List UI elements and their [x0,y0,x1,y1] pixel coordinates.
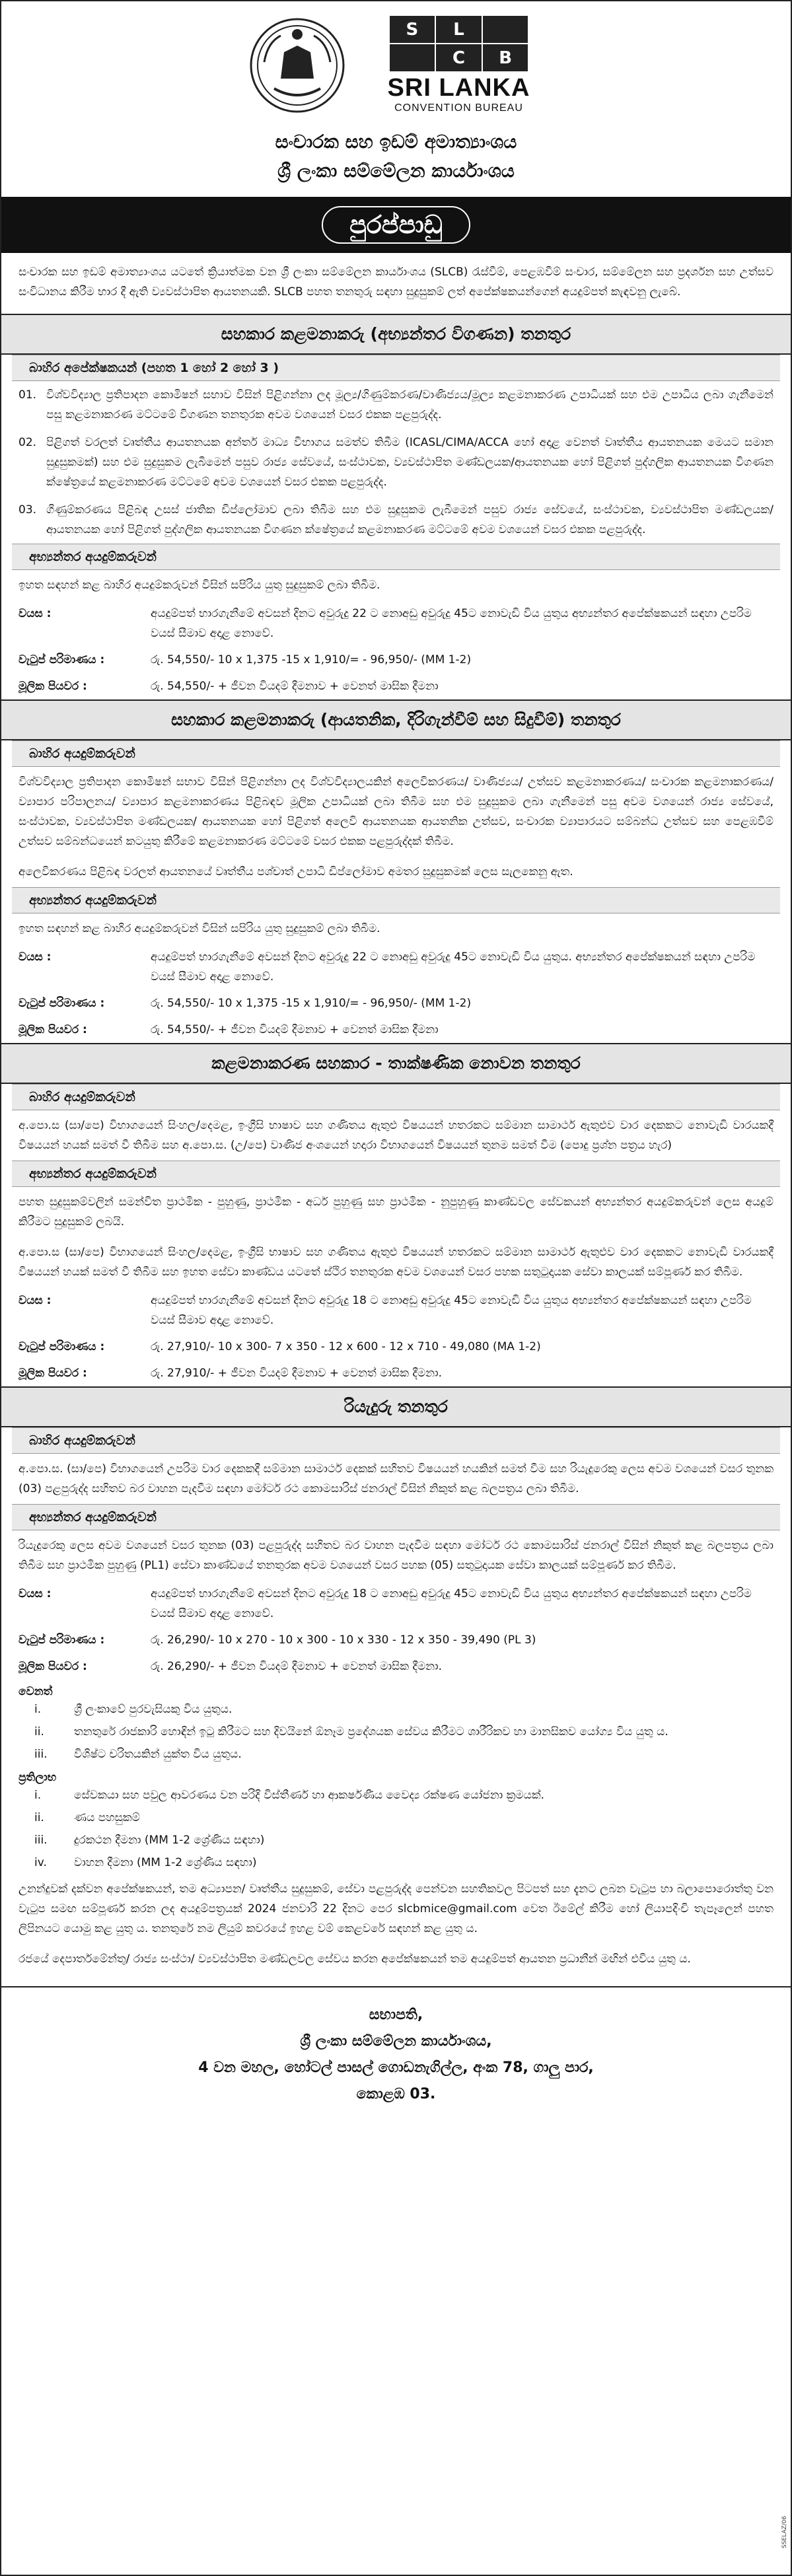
age-row [1,944,791,990]
salary-label: වැටුප් පරිමාණය : [18,1340,105,1353]
slcb-logo [373,16,545,114]
footer-line: කොළඹ 03. [356,2086,436,2102]
item-number: ii. [34,1811,44,1824]
salary-row [1,647,791,673]
intro-text: සංචාරක සහ ඉඩම් අමාත්‍යාංශය යටතේ ක්‍රියාත්මක වන ශ්‍රී ලංකා සම්මේලන කාර්යාංශය (SLCB) රැස්වීම්, පෙළඹවීම් සංචාර, සම්මේලන සහ ප්‍රදර්ශන සහ උත්සව සංවිධානය කිරීම භාර දී ඇති ව්‍යවස්ථාපිත ආයතනයකි. SLCB පහත තනතුරු සඳහා සුදුසුකම් ලත් අපේක්ෂකයන්ගෙන් අයදුම්පත් කැඳවනු ලැබේ. [18,266,774,299]
external-text: අ.පො.ස (සා/පෙ) විභාගයෙන් සිංහල/දෙමළ, ඉංග්‍රීසි භාෂාව සහ ගණිතය ඇතුළු විෂයයන් හතරකට සම්මාන සාමාර්ථ ඇතුළුව වාර දෙකකට නොවැඩි වාරයකදී විෂයයන් හයක් සමත් වී තිබීම සහ අ.පො.ස. (උ/පෙ) වාණිජ අංශයෙන් හදාරා විභාගයෙන් විෂයයන් තුනම සමත් වීම (පොදු ප්‍රශ්න පත්‍රය හැර) [18,1119,774,1152]
header [1,1,791,182]
item-text: පිළිගත් වරලත් වෘත්තීය ආයතනයක අන්තර් මාධ්‍ය විභාගය සමත්ව තිබීම (ICASL/CIMA/ACCA හෝ අදාළ වෙනත් වෘත්තීය ආයතනයක මෙයට සමාන සුදුසුකමක්) සහ එම සුදුසුකම ලැබීමෙන් පසුව රාජ්‍ය සේවයේ, සංස්ථාවක, ව්‍යවස්ථාපිත මණ්ඩලයක/ආයතනයක හෝ පිළිගත් පුද්ගලික ආයතනයක විගණන ක්ෂේත්‍රයේ කළමනාකරණ මට්ටමේ අවම වශයෙන් වසර එකක පළපුරුද්ද. [46,436,774,489]
basic-value: රු. 54,550/- + ජීවන වියදම් දීමනාව + වෙනත් මාසික දීමනා [151,680,439,693]
item-text: තනතුරේ රාජකාරි හොඳින් ඉටු කිරීමට සහ දිවයිනේ ඕනෑම ප්‍රදේශයක සේවය කිරීමට ශාරීරිකව හා මානසිකව යෝග්‍ය විය යුතු ය. [74,1725,668,1738]
age-value: අයදුම්පත් භාරගැනීමේ අවසන් දිනට අවුරුදු 18 ට නොඅඩු අවුරුදු 45ට නොවැඩි විය යුතුය අභ්‍යන්තර අපේක්ෂකයන් සඳහා උපරිම වයස් සීමාව අදාළ නොවේ. [151,1587,752,1620]
internal-heading: අභ්‍යන්තර අයදුම්කරුවන් [12,887,780,913]
basic-label: මූලික පියවර : [18,680,87,693]
internal-text: ඉහත සඳහන් කළ බාහිර අයදුම්කරුවන් විසින් සපිරිය යුතු සුදුසුකම් ලබා තිබීම. [18,922,380,935]
list-item [1,1807,791,1829]
list-item [1,1784,791,1807]
slcb-blank [390,44,435,71]
item-number: 01. [18,388,37,402]
bureau-name: ශ්‍රී ලංකා සම්මේලන කාර්යාංශය [277,160,515,182]
slcb-blank [483,16,528,43]
external-heading: බාහිර අයදුම්කරුවන් [12,1084,780,1110]
salary-value: රු. 26,290/- 10 x 270 - 10 x 300 - 10 x 330 - 12 x 350 - 39,490 (PL 3) [151,1633,536,1647]
item-number: 03. [18,503,37,517]
basic-row [1,1017,791,1043]
age-row [1,600,791,647]
age-value: අයදුම්පත් භාරගැනීමේ අවසන් දිනට අවුරුදු 18 ට නොඅඩු අවුරුදු 45ට නොවැඩි විය යුතුය අභ්‍යන්තර අපේක්ෂකයන් සඳහා උපරිම වයස් සීමාව අදාළ නොවේ. [151,1294,752,1327]
salary-value: රු. 54,550/- 10 x 1,375 -15 x 1,910/= - 96,950/- (MM 1-2) [151,653,472,666]
internal-heading: අභ්‍යන්තර අයදුම්කරුවන් [12,1161,780,1187]
government-applicants-note: රජයේ දෙපාර්තමේන්තු/ රාජ්‍ය සංස්ථා/ ව්‍යවස්ථාපිත මණ්ඩලවල සේවය කරන අපේක්ෂකයන් තම අයදුම්පත් ආයතන ප්‍රධානීන් මඟින් එවිය යුතු ය. [18,1952,691,1966]
item-text: විශ්වවිද්‍යාල ප්‍රතිපාදන කොමිෂන් සභාව විසින් පිළිගන්නා ලද මූල්‍ය/ගිණුම්කරණ/වාණිජ්‍යය/මූල්‍ය කළමනාකරණ උපාධියක් සහ එම උපාධිය ලබා ගැනීමෙන් පසු කළමනාකරණ මට්ටමේ විගණන තනතුරක අවම වශයෙන් වසර එකක පළපුරුද්ද. [46,388,774,421]
footer-line: 4 වන මහල, හෝටල් පාසල් ගොඩනැගිල්ල, අංක 78, ගාලු පාර, [198,2059,594,2076]
general-heading: වෙනත් [18,1685,53,1698]
section-title-assistant-manager-mice: සහකාර කළමනාකරු (ආයතනික, දිරිගැන්වීම් සහ සිදුවීම්) තනතුර [1,699,791,740]
list-item [1,381,791,429]
slcb-letter-c: C [436,44,482,71]
application-instructions: උනන්දුවක් දක්වන අපේක්ෂකයන්, තම අධ්‍යාපන/ වෘත්තීය සුදුසුකම්, සේවා පළපුරුද්ද පෙන්වන සහතිකවල පිටපත් සහ දැනට ලබන වැටුප හා බලාපොරොත්තු වන වැටුප සමඟ සම්පූර්ණ කරන ලද අයදුම්පත්‍රයක් 2024 ජනවාරි 22 දිනට පෙර slcbmice@gmail.com වෙත ඊමේල් කිරීම හෝ ලියාපදිංචි තැපෑලෙන් පහත ලිපිනයට යොමු කළ යුතු ය. තනතුරේ නම ලියුම් කවරයේ ඉහළ වම් කෙළවරේ සඳහන් කළ යුතු ය. [18,1882,774,1935]
salary-value: රු. 27,910/- 10 x 300- 7 x 350 - 12 x 600 - 12 x 710 - 49,080 (MA 1-2) [151,1340,541,1353]
salary-row [1,1627,791,1653]
salary-label: වැටුප් පරිමාණය : [18,997,105,1010]
sri-lanka-emblem-icon [248,16,347,115]
benefits-heading: ප්‍රතිලාභ [18,1771,57,1784]
internal-text-additional: අ.පො.ස (සා/පෙ) විභාගයෙන් සිංහල/දෙමළ, ඉංග්‍රීසි භාෂාව සහ ගණිතය ඇතුළු විෂයයන් හතරකට සම්මාන සාමාර්ථ ඇතුළුව වාර දෙකකට නොවැඩි වාරයකදී විෂයයන් හයක් සමත් වී තිබීම සහ ඉහත සේවා කාණ්ඩය යටතේ ස්ථිර තනතුරක අවම වශයෙන් වසර පහක සතුටුදායක සේවා කාලයක් සම්පූර්ණ කර තිබීම. [18,1246,774,1279]
salary-value: රු. 54,550/- 10 x 1,375 -15 x 1,910/= - 96,950/- (MM 1-2) [151,997,472,1010]
basic-label: මූලික පියවර : [18,1660,87,1673]
internal-heading: අභ්‍යන්තර අයදුම්කරුවන් [12,1504,780,1530]
list-item [1,496,791,544]
item-number: iii. [34,1748,48,1761]
side-code: SSELAZ/06 [781,2515,788,2548]
item-number: i. [34,1703,42,1716]
basic-value: රු. 27,910/- + ජීවන වියදම් දීමනාව + වෙනත් මාසික දීමනා. [151,1367,443,1380]
external-text-additional: අලෙවිකරණය පිළිබඳ වරලත් ආයතනයේ වෘත්තීය පශ්චාත් උපාධි ඩිප්ලෝමාව අමතර සුදුසුකමක් ලෙස සැලකෙනු ඇත. [18,865,573,878]
item-number: iii. [34,1834,48,1847]
section-title-driver: රියැදුරු තනතුර [1,1386,791,1427]
basic-label: මූලික පියවර : [18,1367,87,1380]
list-item [1,1829,791,1851]
footer-line: සභාපති, [369,2007,423,2023]
slcb-letter-l: L [436,16,482,43]
slcb-letter-s: S [390,16,435,43]
brand-name: SRI LANKA [387,74,530,102]
internal-text: පහත සුදුසුකම්වලින් සමන්විත ප්‍රාථමික - පුහුණු, ප්‍රාථමික - අර්ධ පුහුණු සහ ප්‍රාථමික - නුපුහුණු කාණ්ඩවල සේවකයන් අභ්‍යන්තර අයදුම්කරුවන් ලෙස අයදුම් කිරීමට සුදුසුකම් ලබයි. [18,1196,774,1229]
brand-sub: CONVENTION BUREAU [394,102,523,114]
salary-label: වැටුප් පරිමාණය : [18,653,105,666]
external-heading: බාහිර අයදුම්කරුවන් [12,740,780,767]
external-text: අ.පො.ස. (සා/පෙ) විභාගයෙන් උපරිම වාර දෙකකදී සම්මාන සාමාර්ථ දෙකක් සහිතව විෂයයන් හයකින් සමත් වීම සහ රියැදුරෙකු ලෙස අවම වශයෙන් වසර තුනක (03) පළපුරුද්ද සහිතව බර වාහන පැදවීම සඳහා මෝටර් රථ කොමසාරිස් ජනරාල් විසින් නිකුත් කළ බලපත්‍රය ලබා තිබීම. [18,1462,774,1495]
item-text: දුරකථන දීමනා (MM 1-2 ශ්‍රේණිය සඳහා) [74,1834,265,1847]
age-row [1,1287,791,1334]
vacancies-banner [1,197,791,253]
item-number: i. [34,1789,42,1802]
basic-label: මූලික පියවර : [18,1023,87,1036]
footer-line: ශ්‍රී ලංකා සම්මේලන කාර්යාංශය, [300,2033,492,2050]
age-label: වයස : [18,607,52,620]
basic-value: රු. 54,550/- + ජීවන වියදම් දීමනාව + වෙනත් මාසික දීමනා [151,1023,439,1036]
basic-value: රු. 26,290/- + ජීවන වියදම් දීමනාව + වෙනත් මාසික දීමනා. [151,1660,443,1673]
footer-address [1,1986,791,2122]
vacancies-title: පුරප්පාඩු [322,206,470,244]
list-item [1,1721,791,1743]
age-label: වයස : [18,1294,52,1307]
age-label: වයස : [18,1587,52,1600]
salary-row [1,1334,791,1360]
internal-text: ඉහත සඳහන් කළ බාහිර අයදුම්කරුවන් විසින් සපිරිය යුතු සුදුසුකම් ලබා තිබීම. [18,579,380,592]
list-item [1,1698,791,1721]
basic-row [1,1653,791,1680]
logos [1,16,791,115]
item-text: සේවකයා සහ පවුල ආවරණය වන පරිදි විස්තීර්ණ හා ආකර්ෂණීය වෛද්‍ය රක්ෂණ යෝජනා ක්‍රමයක්. [74,1789,545,1802]
age-value: අයදුම්පත් භාරගැනීමේ අවසන් දිනට අවුරුදු 22 ට නොඅඩු අවුරුදු 45ට නොවැඩි විය යුතුය අභ්‍යන්තර අපේක්ෂකයන් සඳහා උපරිම වයස් සීමාව අදාළ නොවේ. [151,607,752,640]
external-heading: බාහිර අපේක්ෂකයන් (පහත 1 හෝ 2 හෝ 3 ) [12,355,780,381]
item-text: ගිණුම්කරණය පිළිබඳ උසස් ජාතික ඩිප්ලෝමාව ලබා තිබීම සහ එම සුදුසුකම ලැබීමෙන් පසුව රාජ්‍ය සේවයේ, සංස්ථාවක, ව්‍යවස්ථාපිත මණ්ඩලයක/ආයතනයක හෝ පිළිගත් පුද්ගලික ආයතනයක විගණන ක්ෂේත්‍රයේ කළමනාකරණ මට්ටමේ අවම වශයෙන් වසර එකක පළපුරුද්ද. [46,503,774,536]
basic-row [1,1360,791,1386]
list-item [1,429,791,496]
basic-row [1,673,791,699]
salary-row [1,990,791,1017]
item-number: iv. [34,1856,47,1869]
slcb-mark [390,16,528,71]
ministry-name: සංචාරක සහ ඉඩම් අමාත්‍යාංශය [275,131,517,153]
internal-heading: අභ්‍යන්තර අයදුම්කරුවන් [12,544,780,570]
external-text: විශ්වවිද්‍යාල ප්‍රතිපාදන කොමිෂන් සභාව විසින් පිළිගන්නා ලද විශ්වවිද්‍යාලයකින් අලෙවිකරණය/ වාණිජ්‍යය/ උත්සව කළමනාකරණය/ සංචාරක කළමනාකරණය/ ව්‍යාපාර පරිපාලනය/ ව්‍යාපාර කළමනාකරණය පිළිබඳව මූලික උපාධියක් ලබා තිබීම සහ එම සුදුසුකම ලබා ගැනීමෙන් පසු අවම වශයෙන් රාජ්‍ය සේවයේ, සංස්ථාවක, ව්‍යවස්ථාපිත මණ්ඩලයක/ ආයතනයක හෝ පිළිගත් අලෙවි ආයතනයක ආයතනික උත්සව, සංචාරක ව්‍යාපාරයට සම්බන්ධ උත්සව සහ පෙළඹවීම් උත්සව සම්බන්ධයෙන් කටයුතු කිරීමේ කළමනාකරණ මට්ටමේ වසර එකක පළපුරුද්දක් තිබීම. [18,775,774,848]
item-number: 02. [18,436,37,449]
list-item [1,1743,791,1766]
list-item [1,1851,791,1874]
age-label: වයස : [18,950,52,964]
item-text: විශිෂ්ට චරිතයකින් යුක්ත විය යුතුය. [74,1748,242,1761]
salary-label: වැටුප් පරිමාණය : [18,1633,105,1647]
item-number: ii. [34,1725,44,1738]
item-text: ණය පහසුකම් [74,1811,140,1824]
section-title-management-assistant: කළමනාකරණ සහකාර - තාක්ෂණික නොවන තනතුර [1,1043,791,1084]
section-title-assistant-manager-audit: සහකාර කළමනාකරු (අභ්‍යන්තර විගණන) තනතුර [1,314,791,355]
slcb-letter-b: B [483,44,528,71]
external-heading: බාහිර අයදුම්කරුවන් [12,1427,780,1454]
item-text: වාහන දීමනා (MM 1-2 ශ්‍රේණිය සඳහා) [74,1856,257,1869]
internal-text: රියැදුරෙකු ලෙස අවම වශයෙන් වසර තුනක (03) පළපුරුද්ද සහිතව බර වාහන පැදවීම සඳහා මෝටර් රථ කොමසාරිස් ජනරාල් විසින් නිකුත් කළ බලපත්‍රය ලබා තිබීම සහ ප්‍රාථමික පුහුණු (PL1) සේවා කාණ්ඩයේ තනතුරක අවම වශයෙන් වසර පහක (05) සතුටුදායක සේවා කාලයක් සම්පූර්ණ කර තිබීම. [18,1539,774,1572]
age-value: අයදුම්පත් භාරගැනීමේ අවසන් දිනට අවුරුදු 22 ට නොඅඩු අවුරුදු 45ට නොවැඩි විය යුතුය. අභ්‍යන්තර අපේක්ෂකයන් සඳහා උපරිම වයස් සීමාව අදාළ නොවේ. [151,950,756,984]
item-text: ශ්‍රී ලංකාවේ පුරවැසියකු විය යුතුය. [74,1703,233,1716]
age-row [1,1581,791,1627]
